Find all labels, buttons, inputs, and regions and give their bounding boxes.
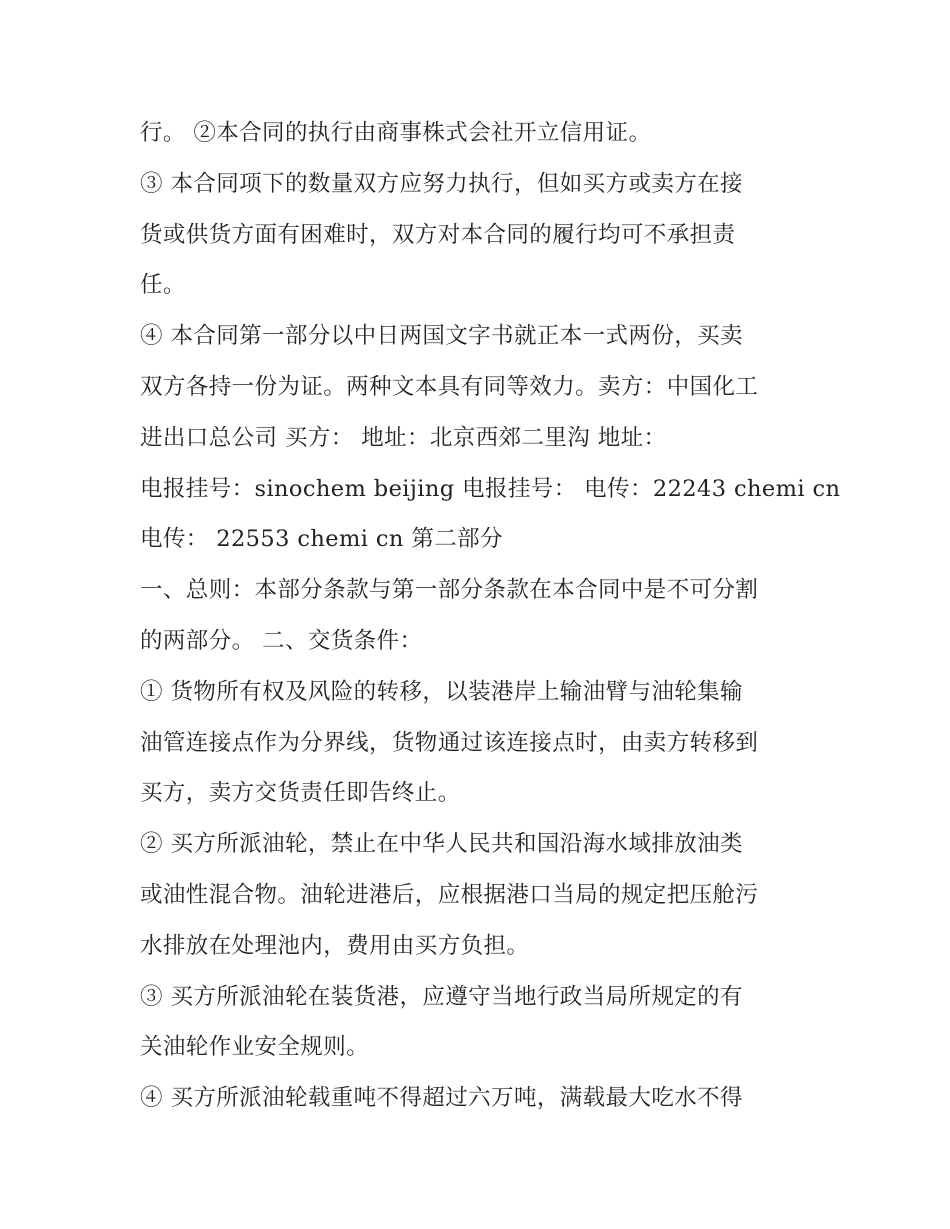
text-line: ④ 本合同第一部分以中日两国文字书就正本一式两份，买卖 (140, 323, 743, 350)
text-line: 行。 ②本合同的执行由商事株式会社开立信用证。 (140, 120, 652, 146)
text-line: 电传： 22553 chemi cn 第二部分 (140, 526, 503, 553)
text-line: 双方各持一份为证。两种文本具有同等效力。卖方：中国化工 (140, 373, 759, 400)
text-line: 油管连接点作为分界线，货物通过该连接点时，由卖方转移到 (140, 729, 759, 756)
text-line: ③ 本合同项下的数量双方应努力执行，但如买方或卖方在接 (140, 170, 743, 197)
text-line: ② 买方所派油轮，禁止在中华人民共和国沿海水域排放油类 (140, 831, 743, 858)
text-line: 一、总则：本部分条款与第一部分条款在本合同中是不可分割 (140, 577, 759, 604)
text-line: ④ 买方所派油轮载重吨不得超过六万吨，满载最大吃水不得 (140, 1085, 743, 1112)
contract-text-body (140, 108, 841, 1124)
text-line: 进出口总公司 买方： 地址：北京西郊二里沟 地址： (140, 424, 667, 451)
text-line: 的两部分。 二、交货条件： (140, 627, 423, 654)
text-line: 关油轮作业安全规则。 (140, 1034, 370, 1061)
text-line: 任。 (140, 272, 186, 299)
text-line: ① 货物所有权及风险的转移，以装港岸上输油臂与油轮集输 (140, 678, 743, 705)
text-line: 电报挂号：sinochem beijing 电报挂号： 电传：22243 chemi cn (140, 475, 841, 502)
text-line: 水排放在处理池内，费用由买方负担。 (140, 932, 530, 959)
text-line: ③ 买方所派油轮在装货港，应遵守当地行政当局所规定的有 (140, 983, 743, 1010)
text-line: 或油性混合物。油轮进港后，应根据港口当局的规定把压舱污 (140, 881, 759, 908)
text-line: 买方，卖方交货责任即告终止。 (140, 780, 461, 807)
text-line: 货或供货方面有困难时，双方对本合同的履行均可不承担责 (140, 221, 736, 248)
